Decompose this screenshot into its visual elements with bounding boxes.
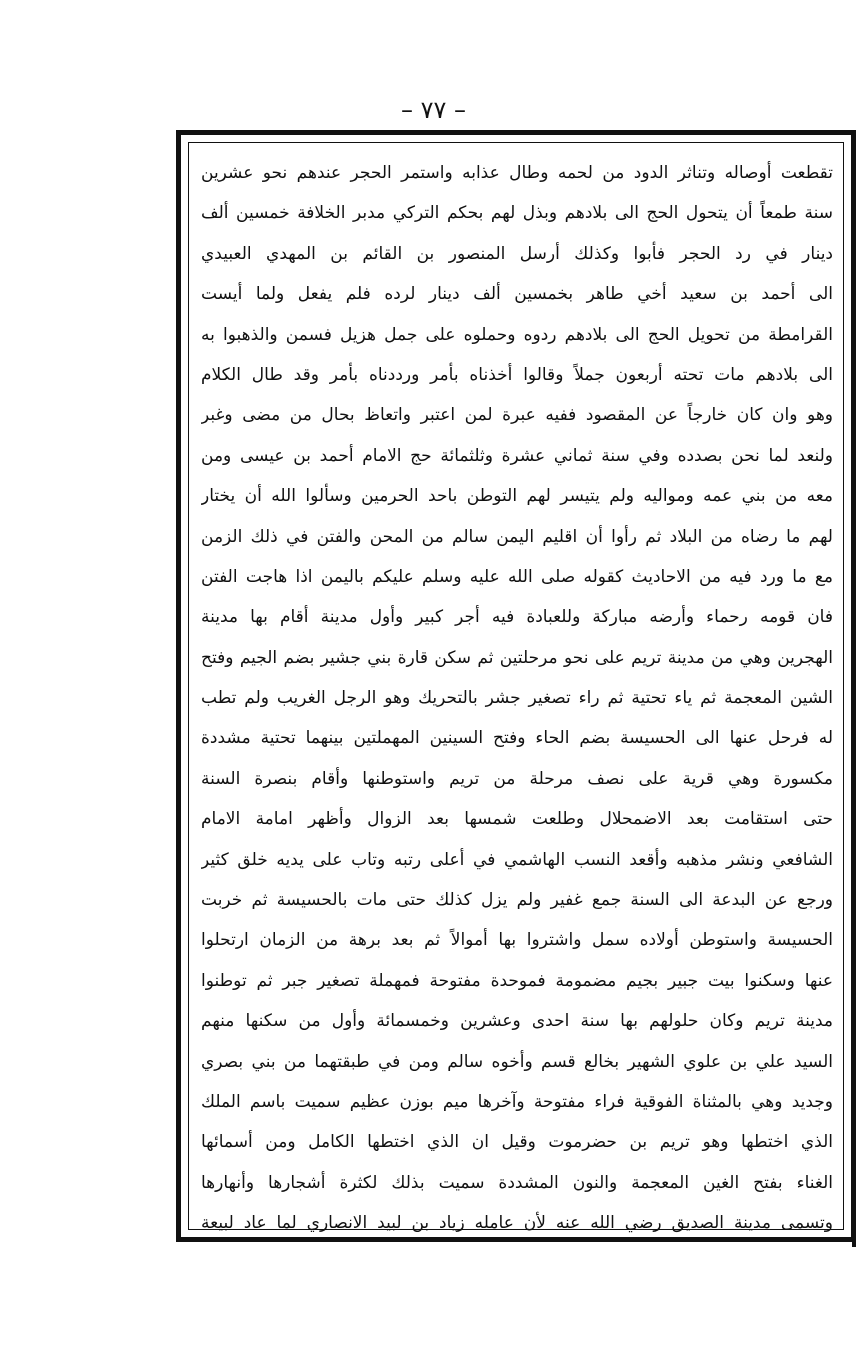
text-line: الى أحمد بن سعيد أخي طاهر بخمسين ألف دينار لرده فلم يفعل ولما أيست: [201, 284, 833, 305]
text-line: مكسورة وهي قرية على نصف مرحلة من تريم واستوطنها وأقام بنصرة السنة: [201, 768, 833, 789]
text-line: سنة طمعاً أن يتحول الحج الى بلادهم وبذل لهم بحكم التركي مدبر الخلافة خمسين ألف: [201, 203, 833, 224]
text-line: الحسيسة واستوطن أولاده سمل واشتروا بها أموالاً ثم بعد برهة من الزمان ارتحلوا: [201, 930, 833, 951]
text-line: وجديد وهي بالمثناة الفوقية فراء مفتوحة وآخرها ميم بوزن عظيم سميت باسم الملك: [201, 1091, 833, 1112]
text-line: الغناء بفتح الغين المعجمة والنون المشددة سميت بذلك لكثرة أشجارها وأنهارها: [201, 1172, 833, 1193]
text-line: حتى استقامت بعد الاضمحلال وطلعت شمسها بعد الزوال وأظهر امامة الامام: [201, 809, 833, 830]
text-line: الشين المعجمة ثم ياء تحتية ثم راء تصغير جشر بالتحريك وهو الرجل الغريب ولم تطب: [201, 688, 833, 709]
text-line: القرامطة من تحويل الحج الى بلادهم ردوه وحملوه على جمل هزيل فسمن والذهبوا به: [201, 324, 833, 345]
text-line: فان قومه رحماء وأرضه مباركة وللعبادة فيه أجر كبير وأول مدينة أقام بها مدينة: [201, 607, 833, 628]
text-line: له فرحل عنها الى الحسيسة بضم الحاء وفتح السينين المهملتين بينهما تحتية مشددة: [201, 728, 833, 749]
text-line: الهجرين وهي من مدينة تريم على نحو مرحلتين ثم سكن قارة بني جشير بضم الجيم وفتح: [201, 647, 833, 668]
text-body: [201, 153, 833, 1244]
text-line: الشافعي ونشر مذهبه وأقعد النسب الهاشمي في أعلى رتبه وتاب على يديه خلق كثير: [201, 849, 833, 870]
text-line: عنها وسكنوا بيت جبير بجيم مضمومة فموحدة مفتوحة فمهملة تصغير جبر ثم توطنوا: [201, 970, 833, 991]
text-line: مع ما ورد فيه من الاحاديث كقوله صلى الله عليه وسلم عليكم باليمن اذا هاجت الفتن: [201, 566, 833, 587]
text-line: الذي اختطها وهو تريم بن حضرموت وقيل ان الذي اختطها الكامل ومن أسمائها: [201, 1132, 833, 1153]
page-number: – ٧٧ –: [400, 96, 467, 124]
text-line: لهم ما رضاه من البلاد ثم رأوا أن اقليم اليمن سالم من المحن والفتن في ذلك الزمن: [201, 526, 833, 547]
text-line: الى بلادهم مات تحته أربعون جملاً وقالوا أخذناه بأمر ورددناه بأمر وقد طال الكلام: [201, 364, 833, 385]
frame-shadow: [852, 135, 856, 1247]
text-line: تقطعت أوصاله وتناثر الدود من لحمه وطال عذابه واستمر الحجر عندهم نحو عشرين: [201, 163, 833, 183]
text-line: وتسمى مدينة الصديق رضي الله عنه لأن عامله زياد بن لبيد الانصاري لما عاد لبيعة: [201, 1213, 833, 1234]
text-line: السيد علي بن علوي الشهير بخالع قسم وأخوه سالم ومن في طبقتهما من بني بصري: [201, 1051, 833, 1072]
text-line: ولنعد لما نحن بصدده وفي سنة ثماني عشرة وثلثمائة حج الامام أحمد بن عيسى ومن: [201, 445, 833, 466]
text-line: معه من بني عمه ومواليه ولم يتيسر لهم التوطن باحد الحرمين وسألوا الله أن يختار: [201, 486, 833, 507]
text-line: مدينة تريم وكان حلولهم بها سنة احدى وعشرين وخمسمائة وأول من سكنها منهم: [201, 1011, 833, 1032]
text-line: وهو وان كان خارجاً عن المقصود ففيه عبرة لمن اعتبر واتعاظ بحال من مضى وغبر: [201, 405, 833, 426]
text-line: ورجع عن البدعة الى السنة جمع غفير ولم يزل كذلك حتى مات بالحسيسة ثم خربت: [201, 890, 833, 911]
text-line: دينار في رد الحجر فأبوا وكذلك أرسل المنصور بن القائم بن المهدي العبيدي: [201, 243, 833, 264]
page-frame: [176, 130, 856, 1242]
